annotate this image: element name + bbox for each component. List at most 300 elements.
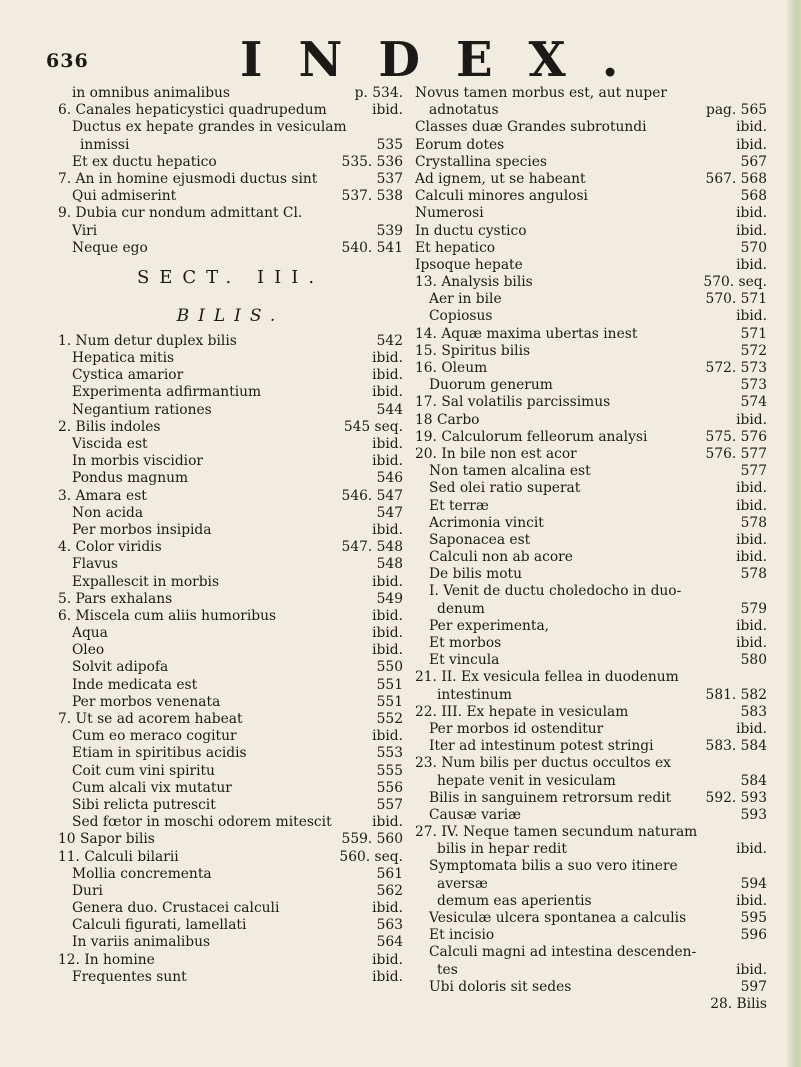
entry-text: Per morbos id ostenditur (429, 720, 604, 737)
entry-text: Inde medicata est (72, 676, 198, 693)
entry-page-ref: 547 (376, 504, 403, 521)
index-entry (58, 745, 403, 762)
index-entry (415, 498, 767, 515)
entry-text: 12. In homine (58, 951, 155, 968)
index-entry (415, 996, 767, 1013)
entry-text: Et morbos (429, 635, 502, 651)
entry-text: aversæ (437, 875, 488, 892)
index-entry (415, 893, 767, 910)
index-entry (58, 539, 403, 556)
entry-page-ref: 537 (376, 170, 403, 187)
entry-text: Et terræ (429, 497, 489, 514)
index-entry (415, 463, 767, 480)
index-entry (58, 625, 403, 642)
entry-text: Qui admiserint (72, 188, 177, 205)
entry-text: Neque ego (72, 239, 148, 256)
index-entry (415, 377, 767, 394)
entry-page-ref: ibid. (736, 480, 767, 497)
entry-page-ref: ibid. (372, 951, 403, 968)
index-entry (415, 755, 767, 772)
entry-text: In ductu cystico (415, 222, 527, 239)
entry-page-ref: ibid. (736, 841, 767, 858)
entry-page-ref: ibid. (372, 968, 403, 985)
entry-text: Et incisio (429, 927, 495, 944)
index-entry (58, 419, 403, 436)
entry-text: hepate venit in vesiculam (437, 772, 616, 789)
entry-page-ref: 584 (740, 772, 767, 789)
entry-page-ref: 581. 582 (705, 686, 767, 703)
entry-page-ref: 570. 571 (705, 291, 767, 308)
entry-text: Duorum generum (429, 377, 553, 394)
entry-page-ref: ibid. (736, 497, 767, 514)
index-entry (415, 412, 767, 429)
entry-page-ref: ibid. (736, 308, 767, 325)
entry-text: Numerosi (415, 205, 484, 222)
entry-page-ref: ibid. (736, 411, 767, 428)
entry-page-ref: ibid. (372, 367, 403, 384)
entry-page-ref: 561 (376, 865, 403, 882)
entry-text: Negantium rationes (72, 401, 212, 418)
entry-page-ref: ibid. (736, 635, 767, 651)
index-entry (58, 711, 403, 728)
entry-page-ref: 546 (376, 470, 403, 487)
entry-page-ref: 575. 576 (705, 428, 767, 445)
page-title: INDEX. (240, 32, 655, 88)
entry-text: demum eas aperientis (437, 892, 592, 909)
index-entry (415, 257, 767, 274)
entry-text: In variis animalibus (72, 934, 211, 951)
index-entry (58, 556, 403, 573)
entry-text: Et vincula (429, 652, 500, 669)
entry-page-ref: 578 (740, 566, 767, 583)
entry-page-ref: 537. 538 (341, 188, 403, 205)
index-entry (58, 367, 403, 384)
entry-text: Non acida (72, 504, 144, 521)
entry-text: Calculi figurati, lamellati (72, 917, 247, 934)
entry-text: 7. An in homine ejusmodi ductus sint (58, 170, 318, 187)
entry-text: Duri (72, 882, 103, 899)
index-entry (58, 659, 403, 676)
entry-text: Frequentes sunt (72, 968, 187, 985)
entry-text: Mollia concrementa (72, 865, 212, 882)
index-entry (415, 240, 767, 257)
entry-text: Sed fœtor in moschi odorem mitescit (72, 814, 332, 831)
index-entry (58, 205, 403, 222)
index-entry (415, 394, 767, 411)
index-entry (415, 137, 767, 154)
index-entry (58, 154, 403, 171)
entry-text: tes (437, 961, 458, 978)
index-entry (58, 299, 403, 333)
index-entry (58, 188, 403, 205)
entry-text: Etiam in spiritibus acidis (72, 745, 247, 762)
entry-page-ref: 592. 593 (705, 789, 767, 806)
index-entry (58, 797, 403, 814)
index-entry (415, 326, 767, 343)
index-entry (415, 480, 767, 497)
index-entry (415, 979, 767, 996)
index-entry (415, 85, 767, 102)
entry-text: Experimenta adfirmantium (72, 384, 262, 401)
index-entry (415, 962, 767, 979)
entry-page-ref: p. 534. (354, 85, 403, 101)
entry-text: SECT. III. (136, 266, 325, 288)
index-entry (58, 900, 403, 917)
entry-page-ref: 594 (740, 875, 767, 892)
entry-page-ref: 555 (376, 762, 403, 779)
index-entry (58, 436, 403, 453)
entry-page-ref: 553 (376, 745, 403, 762)
entry-text: 9. Dubia cur nondum admittant Cl. (58, 205, 303, 222)
entry-page-ref: 559. 560 (341, 831, 403, 848)
entry-text: 17. Sal volatilis parcissimus (415, 394, 611, 411)
entry-text: Viscida est (72, 436, 148, 452)
entry-text: Cum alcali vix mutatur (72, 779, 232, 796)
entry-page-ref: 28. Bilis (710, 995, 767, 1012)
index-entry (58, 333, 403, 350)
index-entry (415, 360, 767, 377)
entry-page-ref: 550 (376, 659, 403, 676)
entry-text: bilis in hepar redit (437, 841, 567, 858)
entry-text: Aqua (72, 625, 108, 642)
entry-text: 20. In bile non est acor (415, 445, 577, 462)
entry-page-ref: 583. 584 (705, 738, 767, 755)
index-entry (415, 807, 767, 824)
entry-page-ref: 583 (740, 703, 767, 720)
entry-page-ref: 593 (740, 806, 767, 823)
entry-page-ref: 560. seq. (339, 848, 403, 865)
index-entry (58, 677, 403, 694)
index-entry (58, 814, 403, 831)
entry-page-ref: ibid. (372, 521, 403, 538)
entry-text: Non tamen alcalina est (429, 463, 591, 480)
entry-page-ref: ibid. (736, 720, 767, 737)
index-entry (58, 608, 403, 625)
index-entry (415, 738, 767, 755)
entry-text: Coit cum vini spiritu (72, 762, 215, 779)
index-entry (415, 841, 767, 858)
entry-text: Classes duæ Grandes subrotundi (415, 119, 647, 136)
entry-text: Sed olei ratio superat (429, 480, 581, 497)
entry-page-ref: 574 (740, 394, 767, 411)
entry-page-ref: 596 (740, 927, 767, 944)
page-header (40, 22, 771, 88)
index-entry (415, 343, 767, 360)
entry-page-ref: ibid. (736, 222, 767, 239)
entry-text: 14. Aquæ maxima ubertas inest (415, 325, 638, 342)
index-entry (415, 446, 767, 463)
index-entry (415, 601, 767, 618)
entry-text: Symptomata bilis a suo vero itinere (429, 858, 678, 875)
index-entry (58, 402, 403, 419)
entry-page-ref: ibid. (736, 961, 767, 978)
entry-text: I. Venit de ductu choledocho in duo- (429, 583, 682, 600)
entry-text: Per experimenta, (429, 617, 550, 634)
index-entry (58, 171, 403, 188)
entry-page-ref: ibid. (736, 531, 767, 548)
index-entry (415, 154, 767, 171)
entry-text: denum (437, 600, 485, 617)
index-entry (415, 687, 767, 704)
entry-page-ref: 573 (740, 377, 767, 394)
entry-page-ref: 567. 568 (705, 170, 767, 187)
entry-page-ref: 539 (376, 222, 403, 239)
entry-page-ref: 556 (376, 779, 403, 796)
entry-page-ref: 535 (376, 136, 403, 153)
entry-page-ref: 548 (376, 556, 403, 573)
index-entry (415, 205, 767, 222)
entry-text: 6. Canales hepaticystici quadrupedum (58, 102, 327, 119)
entry-page-ref: 551 (376, 693, 403, 710)
entry-page-ref: ibid. (736, 136, 767, 153)
index-entry (415, 876, 767, 893)
entry-page-ref: 570 (740, 239, 767, 256)
entry-text: Et ex ductu hepatico (72, 153, 217, 170)
entry-text: Acrimonia vincit (429, 514, 544, 531)
entry-text: Eorum dotes (415, 136, 505, 153)
index-entry (415, 824, 767, 841)
index-entry (415, 944, 767, 961)
entry-text: Ipsoque hepate (415, 256, 523, 273)
entry-page-ref: 546. 547 (341, 487, 403, 504)
index-entry (415, 188, 767, 205)
index-entry (58, 102, 403, 119)
entry-page-ref: 564 (376, 934, 403, 951)
index-entry (415, 308, 767, 325)
entry-text: in omnibus animalibus (72, 85, 231, 101)
entry-page-ref: 535. 536 (341, 153, 403, 170)
entry-text: Expallescit in morbis (72, 573, 220, 590)
index-entry (58, 574, 403, 591)
entry-text: 23. Num bilis per ductus occultos ex (415, 755, 671, 772)
entry-page-ref: 542 (376, 332, 403, 349)
entry-page-ref: 572. 573 (705, 360, 767, 376)
entry-page-ref: 578 (740, 514, 767, 531)
entry-page-ref: 540. 541 (341, 239, 403, 256)
entry-text: De bilis motu (429, 566, 522, 583)
entry-text: 4. Color viridis (58, 539, 162, 556)
entry-page-ref: ibid. (372, 573, 403, 590)
entry-text: Bilis in sanguinem retrorsum redit (429, 789, 672, 806)
entry-page-ref: ibid. (372, 814, 403, 831)
entry-text: Iter ad intestinum potest stringi (429, 738, 654, 755)
entry-page-ref: 577 (740, 463, 767, 480)
entry-text: Hepatica mitis (72, 350, 175, 367)
index-entry (415, 652, 767, 669)
index-entry (58, 831, 403, 848)
entry-page-ref: 568 (740, 188, 767, 205)
entry-text: 18 Carbo (415, 411, 480, 428)
index-entry (58, 728, 403, 745)
entry-page-ref: 567 (740, 153, 767, 170)
index-entry (415, 291, 767, 308)
entry-text: 11. Calculi bilarii (58, 848, 179, 865)
index-entry (58, 642, 403, 659)
entry-page-ref: ibid. (372, 384, 403, 401)
index-entry (58, 350, 403, 367)
index-entry (415, 515, 767, 532)
entry-page-ref: ibid. (372, 102, 403, 119)
index-entry (58, 883, 403, 900)
entry-text: 3. Amara est (58, 487, 147, 504)
index-entry (58, 470, 403, 487)
index-entry (58, 969, 403, 986)
entry-page-ref: ibid. (372, 453, 403, 470)
entry-text: Causæ variæ (429, 806, 522, 823)
entry-page-ref: 563 (376, 917, 403, 934)
index-entry (58, 591, 403, 608)
index-entry (58, 505, 403, 522)
entry-page-ref: 545 seq. (343, 418, 403, 435)
index-entry (415, 223, 767, 240)
index-entry (58, 952, 403, 969)
entry-text: BILIS. (176, 305, 285, 326)
entry-text: Cystica amarior (72, 367, 184, 384)
entry-text: adnotatus (429, 102, 499, 119)
page-number: 636 (46, 50, 89, 72)
entry-text: 1. Num detur duplex bilis (58, 332, 237, 349)
index-entry (415, 618, 767, 635)
entry-text: 21. II. Ex vesicula fellea in duodenum (415, 669, 679, 686)
entry-text: Solvit adipofa (72, 659, 169, 676)
index-entry (415, 102, 767, 119)
entry-text: Flavus (72, 556, 118, 573)
entry-text: Crystallina species (415, 153, 547, 170)
entry-text: Ad ignem, ut se habeant (415, 170, 586, 187)
entry-page-ref: ibid. (736, 549, 767, 566)
entry-text: 10 Sapor bilis (58, 831, 155, 848)
index-entry (58, 934, 403, 951)
index-entry (58, 780, 403, 797)
index-entry (58, 866, 403, 883)
entry-text: 6. Miscela cum aliis humoribus (58, 607, 277, 624)
entry-page-ref: 562 (376, 882, 403, 899)
index-entry (58, 240, 403, 257)
entry-text: Saponacea est (429, 531, 531, 548)
entry-text: intestinum (437, 686, 512, 703)
entry-page-ref: ibid. (372, 350, 403, 367)
index-entry (58, 257, 403, 299)
entry-text: 2. Bilis indoles (58, 418, 161, 435)
entry-page-ref: ibid. (372, 642, 403, 659)
entry-page-ref: 544 (376, 401, 403, 418)
entry-page-ref: 571 (740, 325, 767, 342)
entry-text: Genera duo. Crustacei calculi (72, 900, 280, 917)
entry-page-ref: 552 (376, 711, 403, 727)
entry-page-ref: 572 (740, 342, 767, 359)
entry-text: inmissi (80, 136, 130, 153)
entry-text: 22. III. Ex hepate in vesiculam (415, 703, 629, 720)
entry-text: Pondus magnum (72, 470, 189, 487)
entry-text: 15. Spiritus bilis (415, 342, 531, 359)
page-edge (787, 0, 801, 1067)
entry-page-ref: 579 (740, 600, 767, 617)
index-entry (415, 927, 767, 944)
index-entry (58, 488, 403, 505)
index-entry (58, 849, 403, 866)
entry-page-ref: ibid. (736, 256, 767, 273)
entry-page-ref: ibid. (372, 728, 403, 745)
entry-page-ref: ibid. (736, 119, 767, 136)
index-entry (58, 453, 403, 470)
entry-text: Per morbos venenata (72, 693, 221, 710)
entry-page-ref: 595 (740, 910, 767, 926)
entry-page-ref: 597 (740, 978, 767, 995)
entry-text: 5. Pars exhalans (58, 590, 173, 607)
entry-page-ref: 570. seq. (703, 274, 767, 291)
entry-page-ref: ibid. (736, 617, 767, 634)
entry-text: Calculi minores angulosi (415, 188, 588, 205)
entry-page-ref: 580 (740, 652, 767, 669)
entry-text: 7. Ut se ad acorem habeat (58, 711, 243, 727)
entry-page-ref: 551 (376, 676, 403, 693)
entry-page-ref: 576. 577 (705, 445, 767, 462)
index-entry (415, 274, 767, 291)
entry-text: Vesiculæ ulcera spontanea a calculis (429, 910, 687, 926)
index-entry (58, 917, 403, 934)
entry-text: In morbis viscidior (72, 453, 203, 470)
entry-text: 13. Analysis bilis (415, 274, 533, 291)
index-entry (415, 532, 767, 549)
index-entry (415, 583, 767, 600)
index-entry (58, 522, 403, 539)
index-entry (58, 763, 403, 780)
index-entry (58, 137, 403, 154)
index-entry (58, 223, 403, 240)
index-entry (58, 119, 403, 136)
entry-page-ref: ibid. (372, 436, 403, 452)
entry-text: Calculi non ab acore (429, 549, 573, 566)
index-entry (58, 85, 403, 102)
entry-page-ref: 549 (376, 590, 403, 607)
entry-text: Aer in bile (429, 291, 502, 308)
right-column (415, 85, 767, 1013)
index-entry (415, 773, 767, 790)
entry-page-ref: ibid. (736, 892, 767, 909)
entry-page-ref: 557 (376, 796, 403, 813)
index-entry (415, 429, 767, 446)
index-entry (58, 694, 403, 711)
entry-text: Et hepatico (415, 239, 496, 256)
entry-page-ref: ibid. (736, 205, 767, 222)
index-entry (415, 858, 767, 875)
index-entry (415, 635, 767, 652)
entry-text: Oleo (72, 642, 105, 659)
entry-text: Per morbos insipida (72, 521, 212, 538)
entry-page-ref: ibid. (372, 625, 403, 642)
entry-text: 27. IV. Neque tamen secundum naturam (415, 824, 698, 841)
entry-text: 16. Oleum (415, 360, 488, 376)
entry-text: Viri (72, 222, 98, 239)
index-entry (415, 669, 767, 686)
index-entry (415, 119, 767, 136)
entry-text: Ubi doloris sit sedes (429, 978, 572, 995)
index-entry (415, 566, 767, 583)
entry-page-ref: pag. 565 (706, 102, 767, 119)
entry-text: Copiosus (429, 308, 493, 325)
index-entry (415, 704, 767, 721)
entry-text: Novus tamen morbus est, aut nuper (415, 85, 667, 101)
entry-page-ref: 547. 548 (341, 539, 403, 556)
index-entry (415, 790, 767, 807)
index-entry (415, 910, 767, 927)
index-entry (415, 721, 767, 738)
index-entry (58, 384, 403, 401)
entry-page-ref: ibid. (372, 900, 403, 917)
entry-text: Cum eo meraco cogitur (72, 728, 237, 745)
entry-page-ref: ibid. (372, 607, 403, 624)
entry-text: Ductus ex hepate grandes in vesiculam (72, 119, 347, 136)
